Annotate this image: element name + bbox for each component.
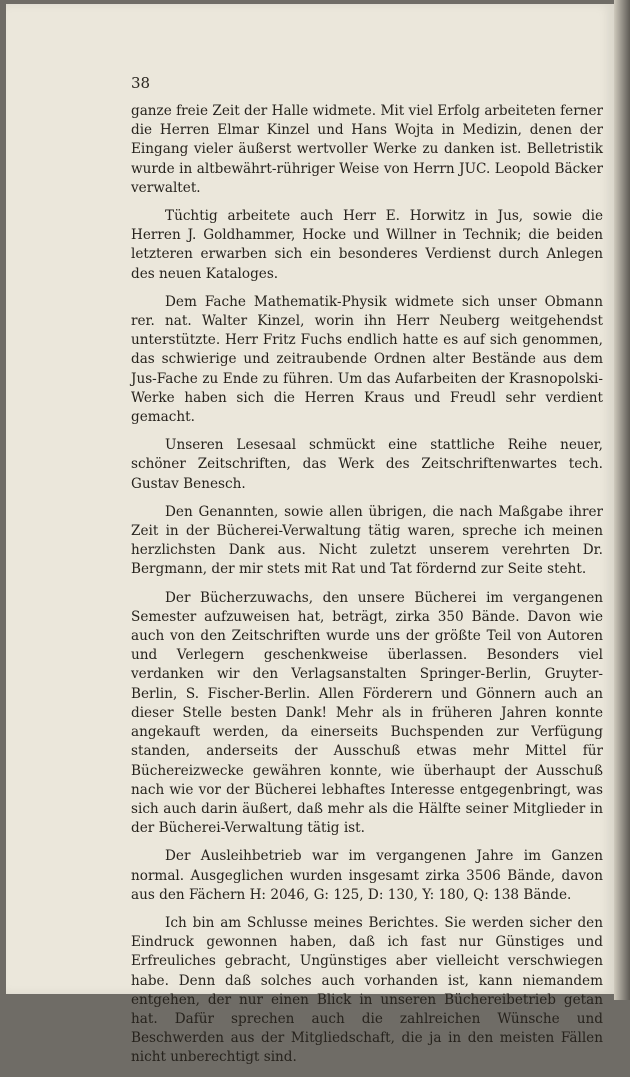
paragraph: Dem Fache Mathematik-Physik widmete sich unser Obmann rer. nat. Walter Kinzel, worin ihn Herr Neuberg weitgehendst unterstützte. Herr Fritz Fuchs endlich hatte es auf sich genommen, das schwierige und zeitraubende Ordnen alter Bestände aus dem Jus-Fache zu Ende zu führen. Um das Aufarbeiten der Krasnopolski-Werke haben sich die Herren Kraus und Freudl sehr verdient gemacht. xyxy=(131,293,603,426)
paragraph: Unseren Lesesaal schmückt eine stattliche Reihe neuer, schöner Zeitschriften, das Werk des Zeitschriftenwartes tech. Gustav Benesch. xyxy=(131,437,603,492)
paragraph: Tüchtig arbeitete auch Herr E. Horwitz in Jus, sowie die Herren J. Goldhammer, Hocke und Willner in Technik; die beiden letzteren erwarben sich ein besonderes Verdienst durch Anlegen des neuen Kataloges. xyxy=(131,208,603,282)
paragraph: Ich bin am Schlusse meines Berichtes. Sie werden sicher den Eindruck gewonnen haben, daß ich fast nur Günstiges und Erfreuliches gebracht, Ungünstiges aber vielleicht verschwiegen habe. Denn daß solches auch vorhanden ist, kann niemandem entgehen, der nur einen Blick in unseren Büchereibetrieb getan hat. Dafür sprechen auch die zahlreichen Wünsche und Beschwerden aus der Mitgliedschaft, die ja in den meisten Fällen nicht unberechtigt sind. xyxy=(131,914,603,1066)
paragraph: Den Genannten, sowie allen übrigen, die nach Maßgabe ihrer Zeit in der Bücherei-Verwaltung tätig waren, spreche ich meinen herzlichsten Dank aus. Nicht zuletzt unserem verehrten Dr. Bergmann, der mir stets mit Rat und Tat fördernd zur Seite steht. xyxy=(131,503,603,578)
paragraph: Der Ausleihbetrieb war im vergangenen Jahre im Ganzen normal. Ausgeglichen wurden insgesamt zirka 3506 Bände, davon aus den Fächern H: 2046, G: 125, D: 130, Y: 180, Q: 138 Bände. xyxy=(131,848,603,903)
paragraph: Der Bücherzuwachs, den unsere Bücherei im vergangenen Semester aufzuweisen hat, beträgt, zirka 350 Bände. Davon wie auch von den Zeitschriften wurde uns der größte Teil von Autoren und Verlegern geschenkweise überlassen. Besonders viel verdanken wir den Verlagsanstalten Springer-Berlin, Gruyter-Berlin, S. Fischer-Berlin. Allen Förderern und Gönnern auch an dieser Stelle besten Dank! Mehr als in früheren Jahren konnte angekauft werden, da einerseits Buchspenden zur Verfügung standen, anderseits der Ausschuß etwas mehr Mittel für Büchereizwecke gewähren konnte, wie überhaupt der Ausschuß nach wie vor der Bücherei lebhaftes Interesse entgegenbringt, was sich auch darin äußert, daß mehr als die Hälfte seiner Mitglieder in der Bücherei-Verwaltung tätig ist. xyxy=(131,589,603,837)
paragraph: ganze freie Zeit der Halle widmete. Mit viel Erfolg arbeiteten ferner die Herren Elmar Kinzel und Hans Wojta in Medizin, denen der Eingang vieler äußerst wertvoller Werke zu danken ist. Belletristik wurde in altbewährt-rühriger Weise von Herrn JUC. Leopold Bäcker verwaltet. xyxy=(131,103,603,196)
page-number: 38 xyxy=(131,74,151,92)
body-text xyxy=(131,102,603,1077)
book-page xyxy=(6,4,614,1066)
page-edge xyxy=(614,0,630,1000)
